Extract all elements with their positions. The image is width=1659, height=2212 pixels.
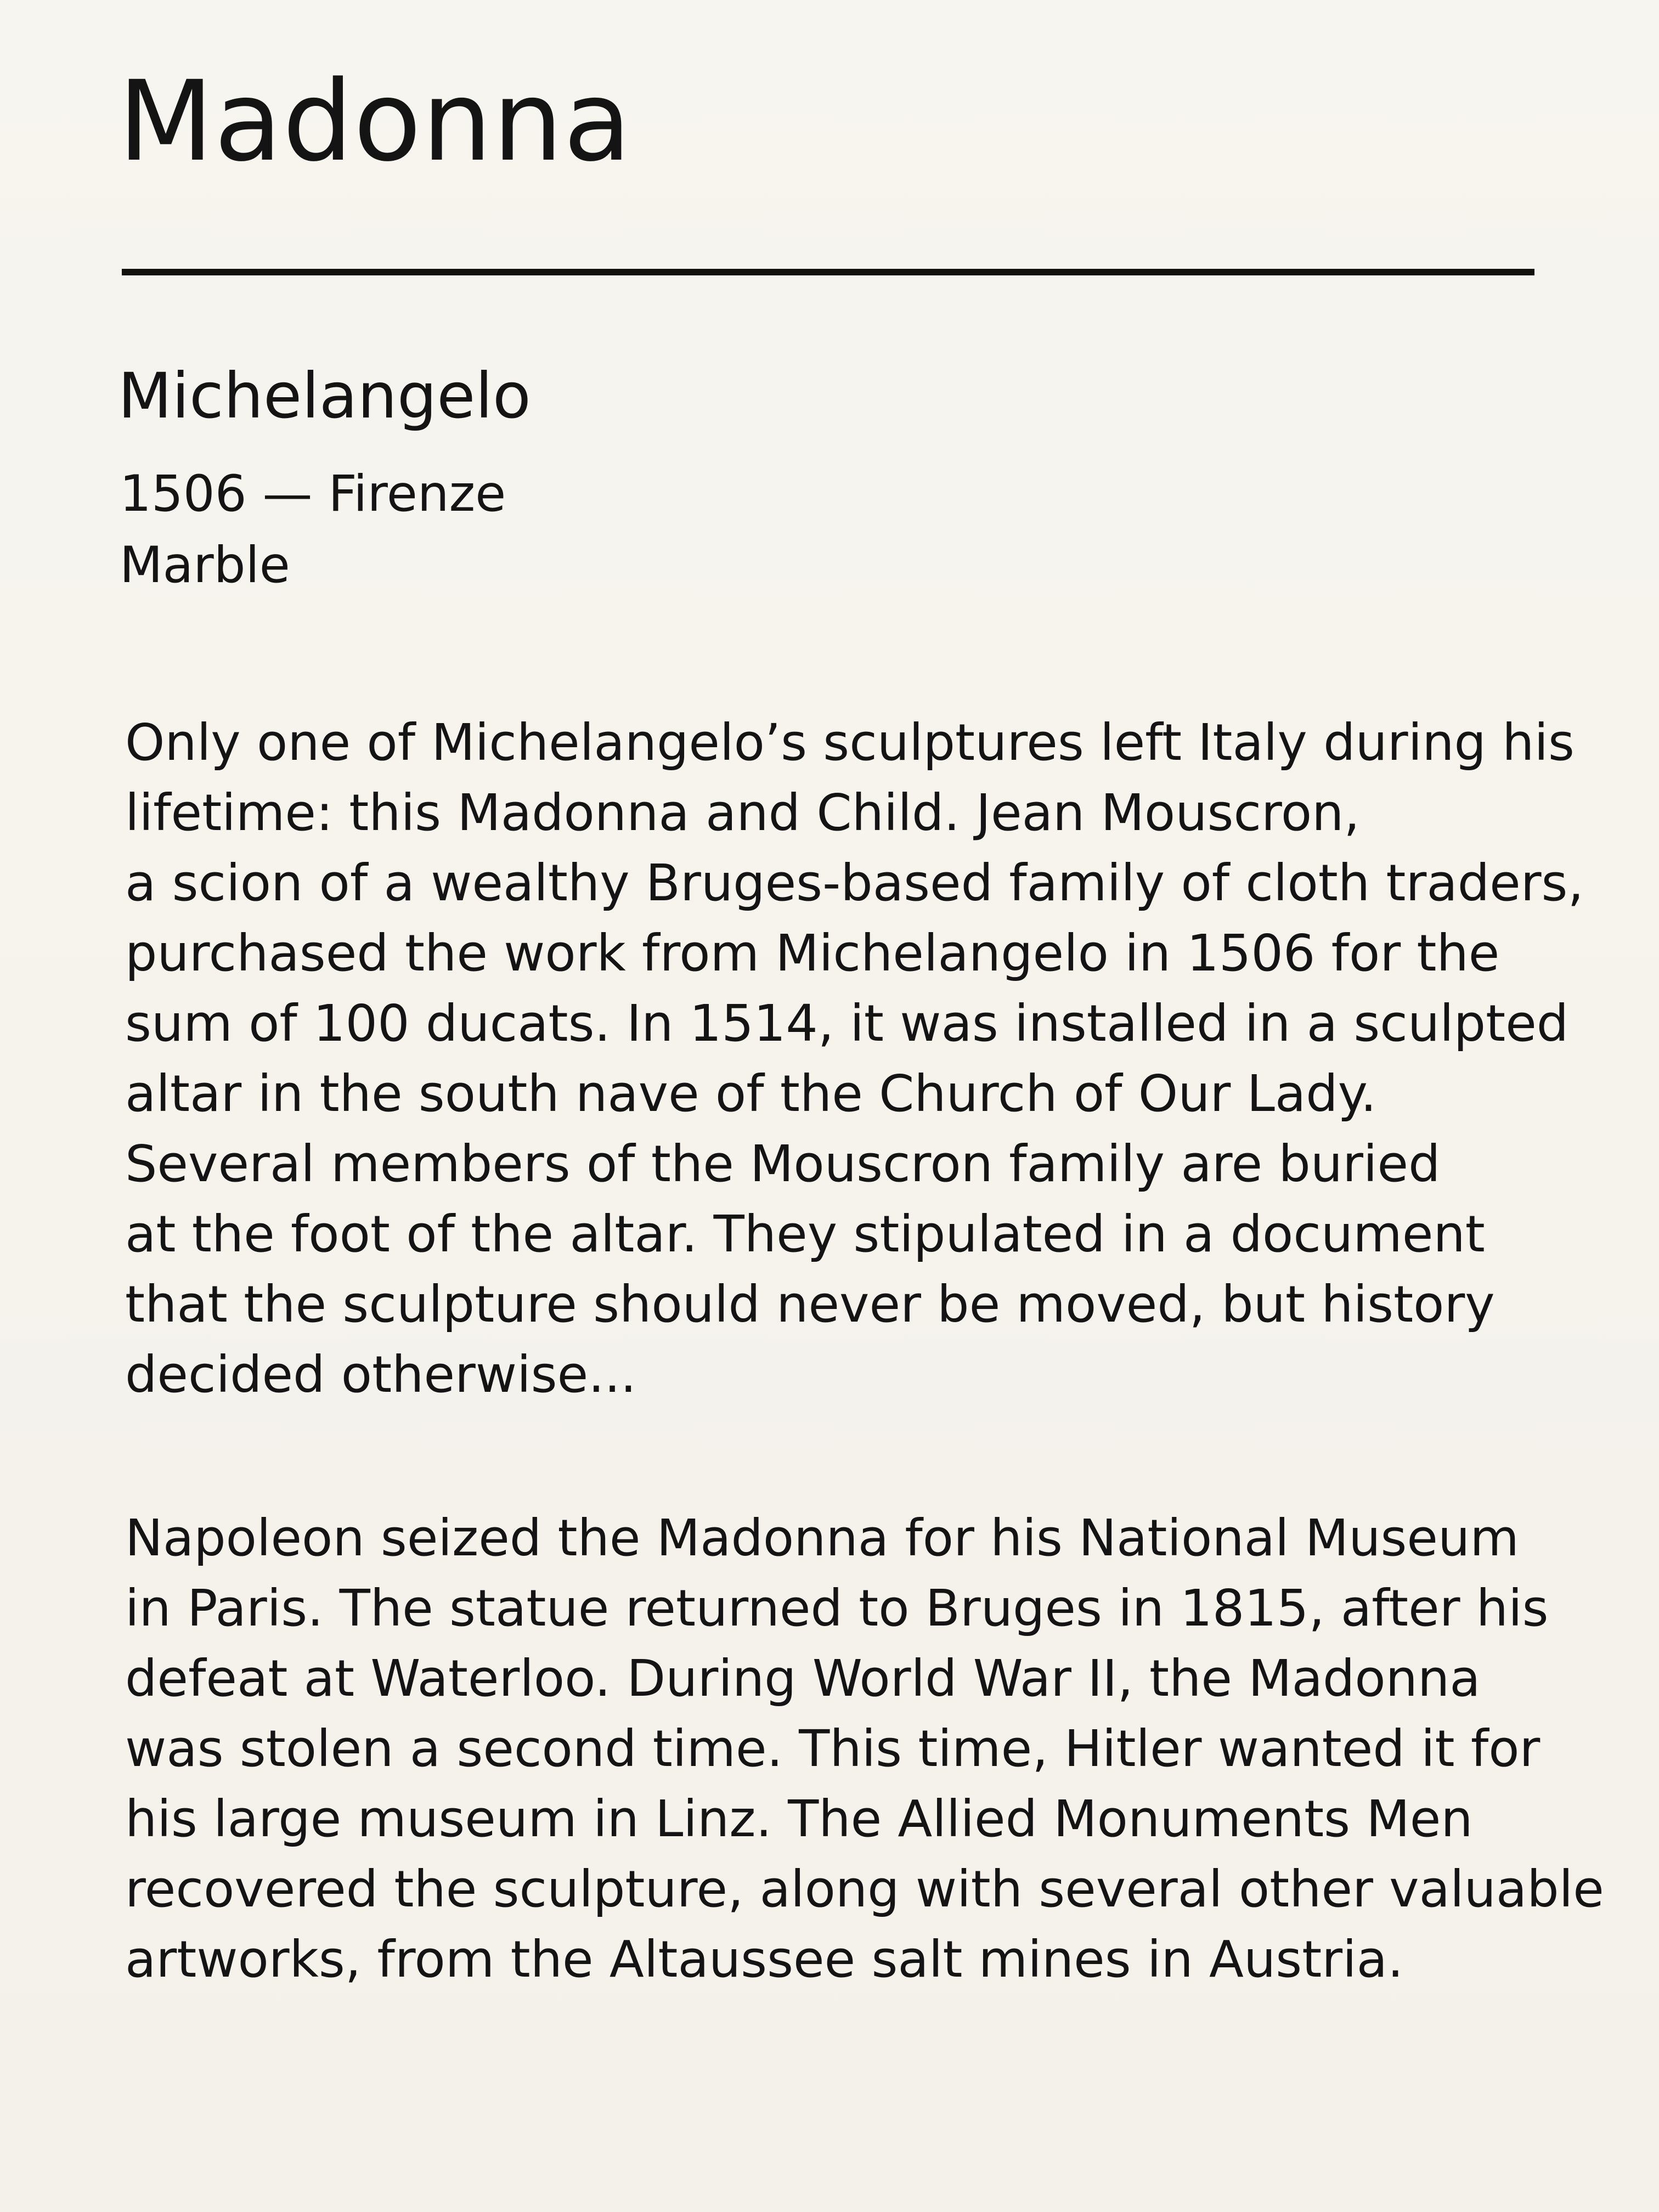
text-line: defeat at Waterloo. During World War II, the Madonna: [125, 1649, 1481, 1708]
text-line: a scion of a wealthy Bruges-based family of cloth traders,: [125, 854, 1584, 912]
description-paragraph-1: [125, 713, 1595, 1420]
text-line: was stolen a second time. This time, Hitler wanted it for: [125, 1719, 1541, 1778]
text-line: lifetime: this Madonna and Child. Jean Mouscron,: [125, 783, 1360, 842]
description-paragraph-2: [125, 1509, 1604, 2005]
artist-name: Michelangelo: [118, 359, 531, 432]
text-line: that the sculpture should never be moved, but history: [125, 1275, 1495, 1334]
text-line: altar in the south nave of the Church of Our Lady.: [125, 1064, 1377, 1123]
text-line: his large museum in Linz. The Allied Monuments Men: [125, 1790, 1473, 1848]
title-divider: [122, 269, 1534, 275]
text-line: sum of 100 ducats. In 1514, it was installed in a sculpted: [125, 994, 1569, 1053]
text-line: in Paris. The statue returned to Bruges in 1815, after his: [125, 1579, 1549, 1638]
material: Marble: [120, 537, 290, 594]
text-line: purchased the work from Michelangelo in 1506 for the: [125, 924, 1500, 983]
text-line: Napoleon seized the Madonna for his National Museum: [125, 1509, 1519, 1567]
text-line: recovered the sculpture, along with several other valuable: [125, 1860, 1604, 1918]
artwork-title: Madonna: [118, 57, 632, 186]
text-line: at the foot of the altar. They stipulated in a document: [125, 1205, 1485, 1263]
date-place: 1506 — Firenze: [120, 465, 506, 523]
text-line: Only one of Michelangelo’s sculptures left Italy during his: [125, 713, 1575, 772]
text-line: artworks, from the Altaussee salt mines in Austria.: [125, 1930, 1404, 1989]
text-line: decided otherwise...: [125, 1345, 636, 1404]
text-line: Several members of the Mouscron family are buried: [125, 1135, 1441, 1193]
